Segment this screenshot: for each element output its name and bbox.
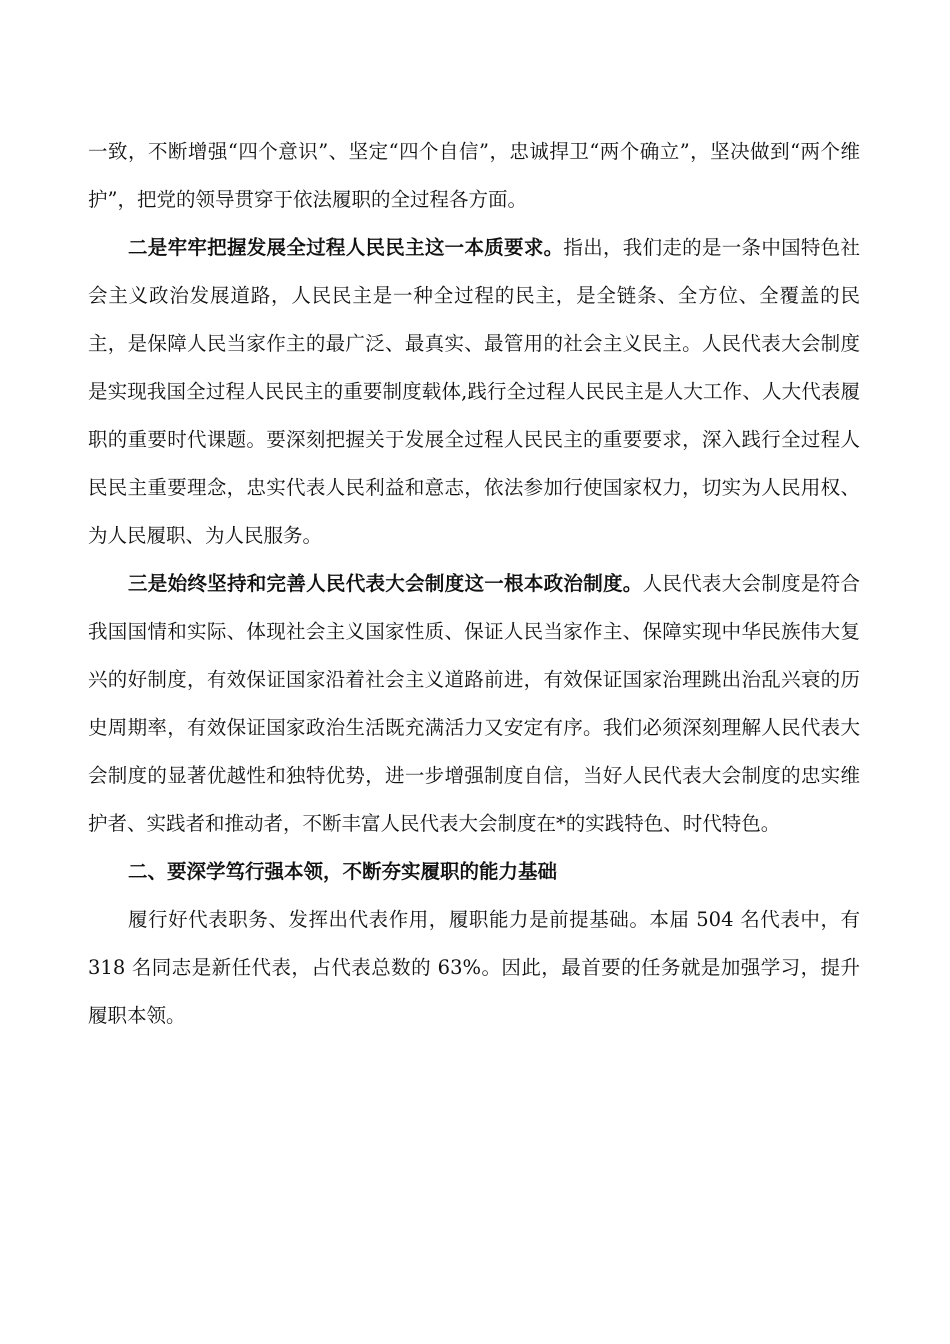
paragraph-lead: 二是牢牢把握发展全过程人民民主这一本质要求。	[128, 236, 564, 259]
paragraph-democracy	[88, 224, 860, 560]
paragraph-continuation	[88, 128, 860, 224]
paragraph-text: 指出，我们走的是一条中国特色社会主义政治发展道路，人民民主是一种全过程的民主，是全链条、全方位、全覆盖的民主，是保障人民当家作主的最广泛、最真实、最管用的社会主义民主。人民代表大会制度是实现我国全过程人民民主的重要制度载体,践行全过程人民民主是人大工作、人大代表履职的重要时代课题。要深刻把握关于发展全过程人民民主的重要要求，深入践行全过程人民民主重要理念，忠实代表人民利益和意志，依法参加行使国家权力，切实为人民用权、为人民履职、为人民服务。	[88, 236, 860, 547]
paragraph-lead: 三是始终坚持和完善人民代表大会制度这一根本政治制度。	[128, 572, 643, 595]
paragraph-closing: 履行好代表职务、发挥出代表作用，履职能力是前提基础。本届 504 名代表中，有 318 名同志是新任代表，占代表总数的 63%。因此，最首要的任务就是加强学习，提升履职本领。	[88, 908, 860, 1027]
paragraph-system	[88, 560, 860, 848]
section-heading: 二、要深学笃行强本领，不断夯实履职的能力基础	[128, 860, 558, 883]
paragraph-text: 一致，不断增强“四个意识”、坚定“四个自信”，忠诚捍卫“两个确立”，坚决做到“两个维护”，把党的领导贯穿于依法履职的全过程各方面。	[88, 140, 860, 211]
paragraph-text: 人民代表大会制度是符合我国国情和实际、体现社会主义国家性质、保证人民当家作主、保障实现中华民族伟大复兴的好制度，有效保证国家沿着社会主义道路前进，有效保证国家治理跳出治乱兴衰的历史周期率，有效保证国家政治生活既充满活力又安定有序。我们必须深刻理解人民代表大会制度的显著优越性和独特优势，进一步增强制度自信，当好人民代表大会制度的忠实维护者、实践者和推动者，不断丰富人民代表大会制度在*的实践特色、时代特色。	[88, 572, 860, 835]
document-body	[88, 128, 860, 1040]
